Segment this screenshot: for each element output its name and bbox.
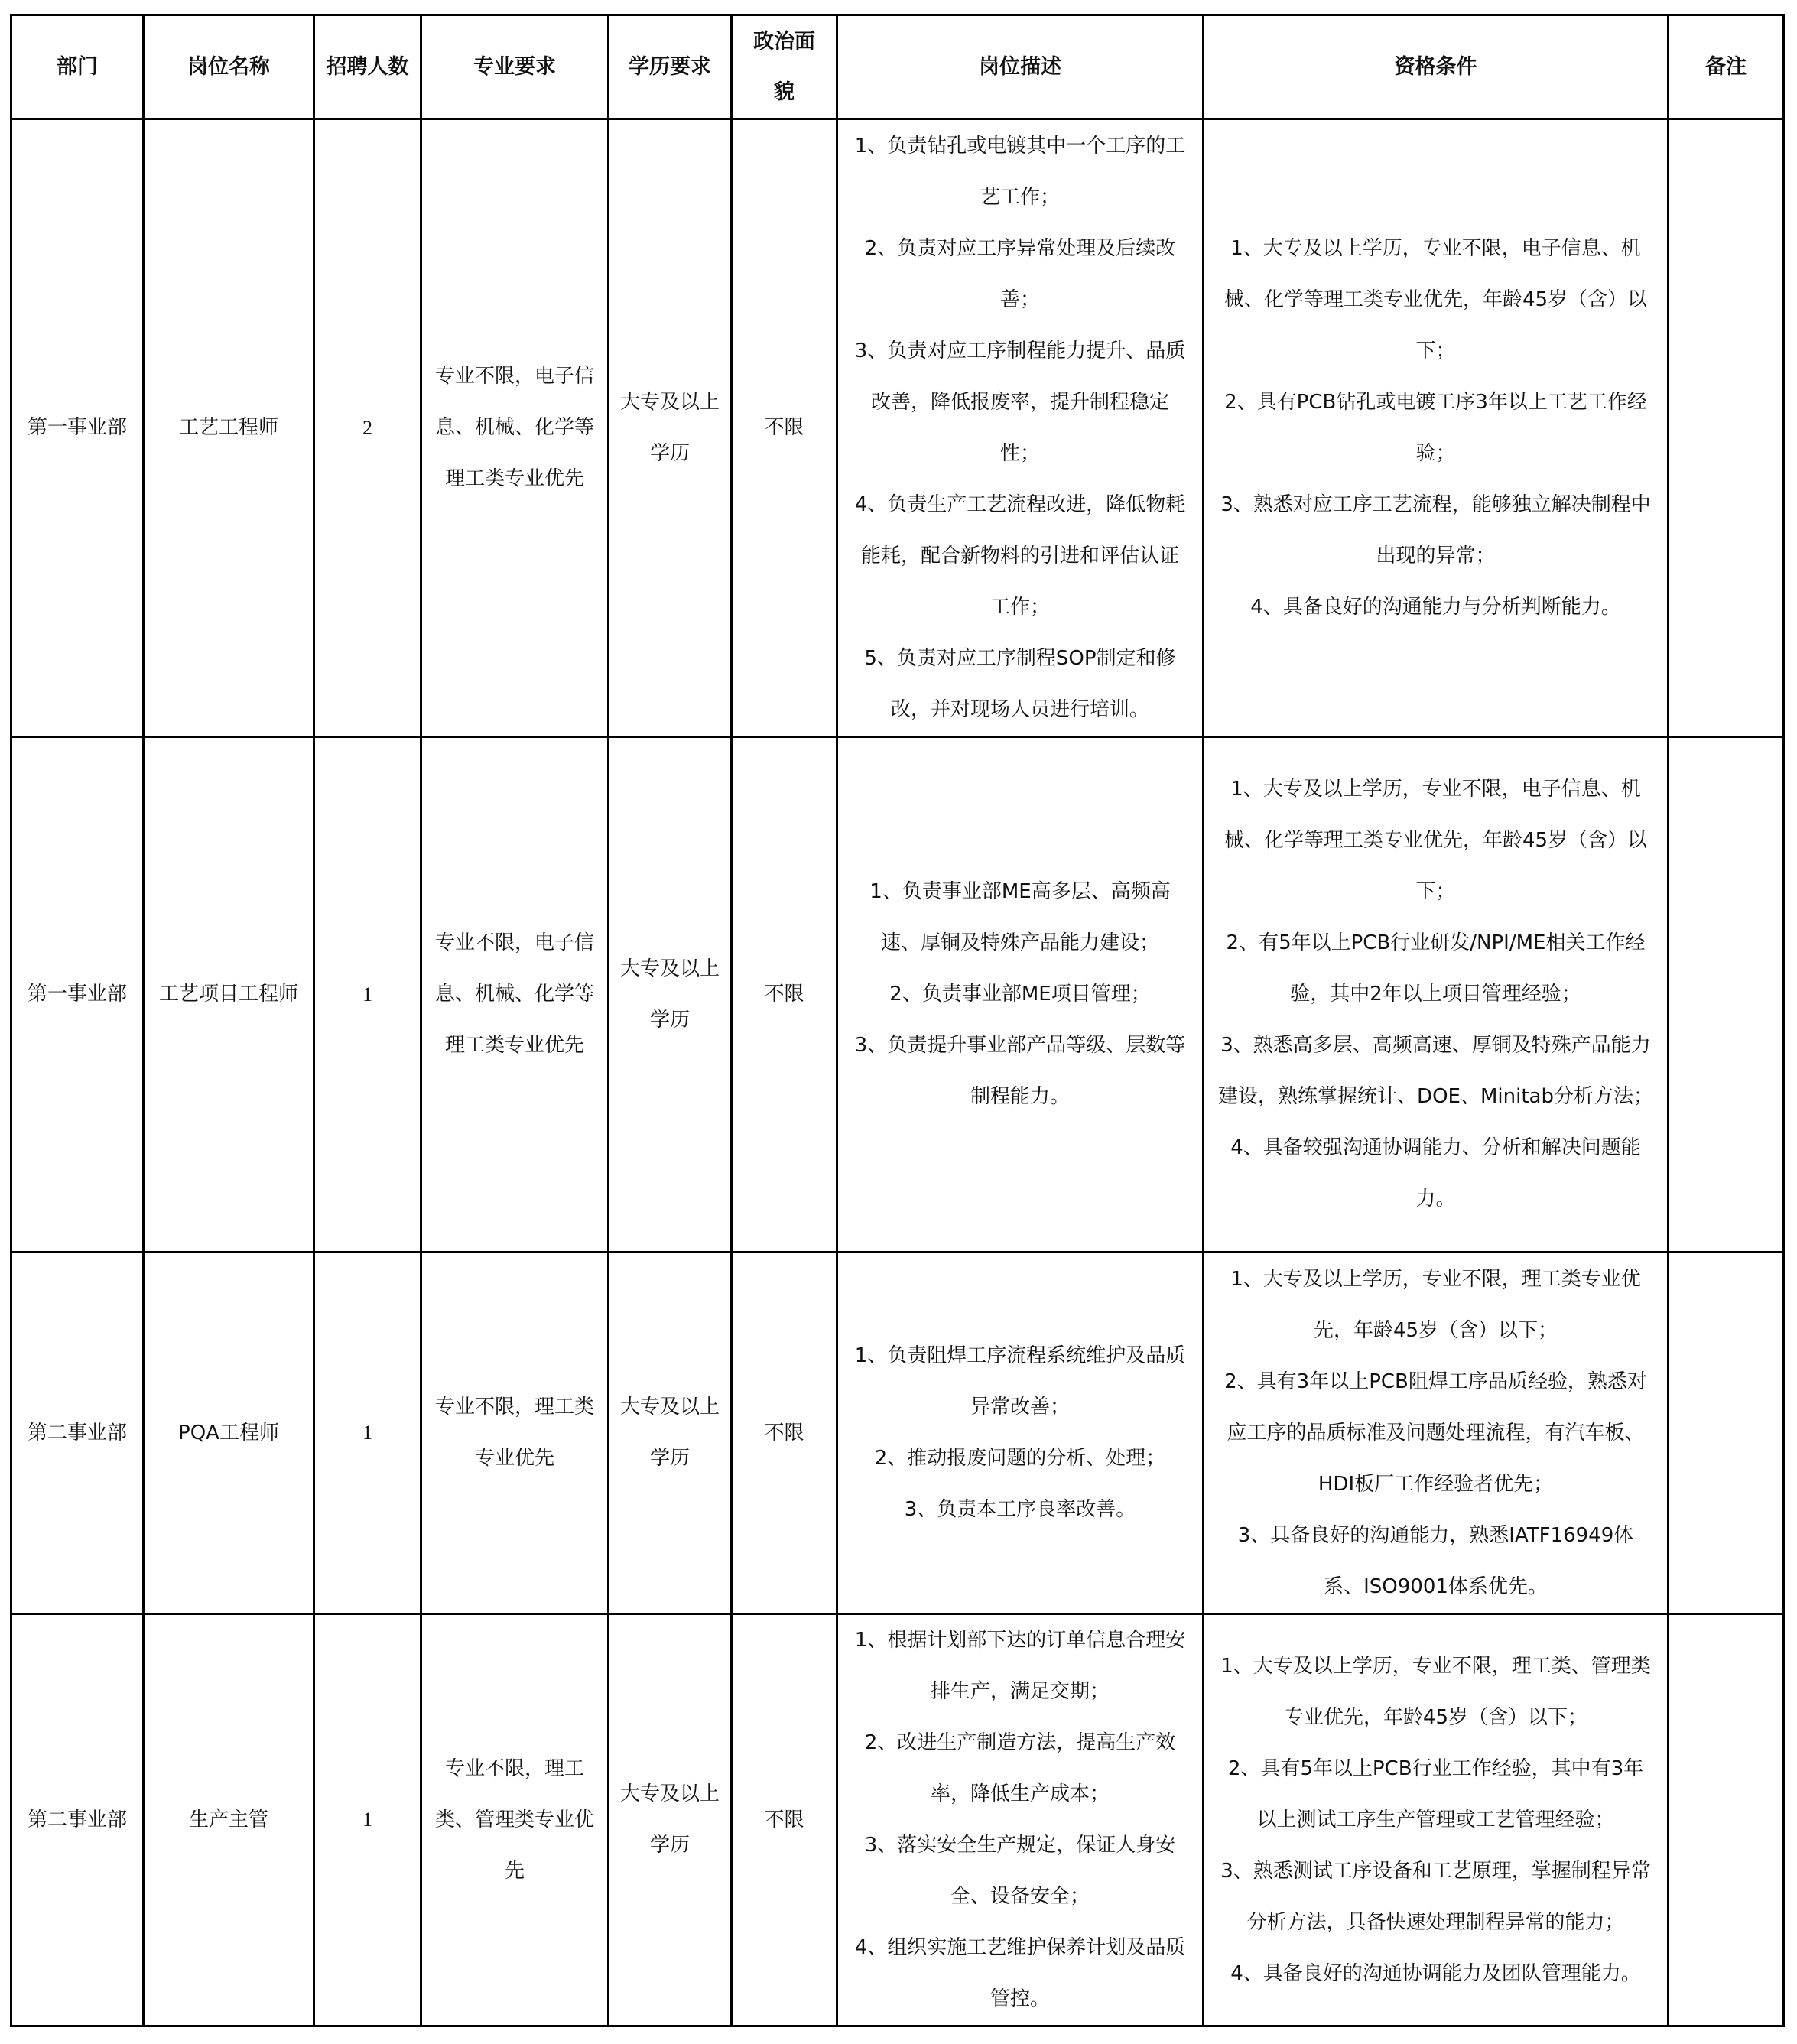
- cell-remarks: [1669, 119, 1784, 737]
- job-openings-table: [10, 14, 1785, 2027]
- cell-remarks: [1669, 1253, 1784, 1614]
- cell-qualifications: [1204, 119, 1669, 737]
- cell-description: [837, 1614, 1204, 2026]
- description-item: 3、负责对应工序制程能力提升、品质改善，降低报废率，提升制程稳定性；: [854, 339, 1186, 465]
- cell-position: PQA工程师: [144, 1253, 314, 1614]
- cell-position: 工艺项目工程师: [144, 737, 314, 1253]
- cell-major: 专业不限，理工类、管理类专业优先: [421, 1614, 609, 2026]
- cell-education: 大专及以上学历: [609, 737, 732, 1253]
- description-item: 1、负责钻孔或电镀其中一个工序的工艺工作；: [854, 134, 1186, 209]
- description-item: 3、落实安全生产规定，保证人身安全、设备安全；: [864, 1834, 1176, 1908]
- qualification-item: 4、具备较强沟通协调能力、分析和解决问题能力。: [1230, 1136, 1641, 1210]
- table-row: [11, 1253, 1784, 1614]
- qualification-item: 2、有5年以上PCB行业研发/NPI/ME相关工作经验，其中2年以上项目管理经验；: [1226, 931, 1646, 1006]
- cell-headcount: [314, 1614, 421, 2026]
- cell-remarks: [1669, 737, 1784, 1253]
- qualification-item: 1、大专及以上学历，专业不限，理工类、管理类专业优先，年龄45岁（含）以下；: [1220, 1654, 1651, 1729]
- cell-headcount: [314, 737, 421, 1253]
- description-item: 1、根据计划部下达的订单信息合理安排生产，满足交期；: [854, 1629, 1186, 1703]
- cell-political-status: 不限: [732, 737, 837, 1253]
- cell-major: 专业不限，理工类专业优先: [421, 1253, 609, 1614]
- description-item: 5、负责对应工序制程SOP制定和修改，并对现场人员进行培训。: [864, 646, 1176, 721]
- header-row: [11, 15, 1784, 119]
- description-item: 3、负责提升事业部产品等级、层数等制程能力。: [854, 1034, 1186, 1108]
- cell-department: 第二事业部: [11, 1253, 144, 1614]
- header-education: 学历要求: [609, 15, 732, 119]
- description-item: 4、组织实施工艺维护保养计划及品质管控。: [854, 1936, 1186, 2010]
- qualification-item: 3、具备良好的沟通能力，熟悉IATF16949体系、ISO9001体系优先。: [1237, 1523, 1634, 1598]
- qualification-item: 2、具有5年以上PCB行业工作经验，其中有3年以上测试工序生产管理或工艺管理经验；: [1227, 1756, 1644, 1831]
- header-major: 专业要求: [421, 15, 609, 119]
- cell-department: 第一事业部: [11, 119, 144, 737]
- headcount-value: 1: [362, 1422, 372, 1444]
- cell-department: 第一事业部: [11, 737, 144, 1253]
- table-row: [11, 119, 1784, 737]
- cell-position: 生产主管: [144, 1614, 314, 2026]
- qualification-item: 3、熟悉测试工序设备和工艺原理，掌握制程异常分析方法，具备快速处理制程异常的能力；: [1220, 1859, 1651, 1934]
- qualification-item: 1、大专及以上学历，专业不限，理工类专业优先，年龄45岁（含）以下；: [1230, 1267, 1641, 1342]
- cell-department: 第二事业部: [11, 1614, 144, 2026]
- description-item: 2、推动报废问题的分析、处理；: [874, 1447, 1166, 1470]
- cell-qualifications: [1204, 1253, 1669, 1614]
- header-description: 岗位描述: [837, 15, 1204, 119]
- description-item: 1、负责阻焊工序流程系统维护及品质异常改善；: [854, 1344, 1186, 1418]
- header-headcount: 招聘人数: [314, 15, 421, 119]
- cell-education: 大专及以上学历: [609, 119, 732, 737]
- qualification-item: 2、具有PCB钻孔或电镀工序3年以上工艺工作经验；: [1224, 390, 1647, 465]
- qualification-item: 4、具备良好的沟通能力与分析判断能力。: [1250, 595, 1621, 619]
- description-item: 2、负责对应工序异常处理及后续改善；: [864, 236, 1176, 311]
- qualification-item: 1、大专及以上学历，专业不限，电子信息、机械、化学等理工类专业优先，年龄45岁（含）以下；: [1223, 778, 1648, 903]
- description-item: 2、改进生产制造方法，提高生产效率，降低生产成本；: [864, 1731, 1176, 1805]
- cell-headcount: [314, 119, 421, 737]
- headcount-value: 2: [362, 416, 372, 439]
- description-item: 1、负责事业部ME高多层、高频高速、厚铜及特殊产品能力建设；: [869, 880, 1171, 954]
- headcount-value: 1: [362, 1808, 372, 1831]
- cell-position: 工艺工程师: [144, 119, 314, 737]
- qualification-item: 4、具备良好的沟通协调能力及团队管理能力。: [1230, 1961, 1641, 1985]
- header-remarks: 备注: [1669, 15, 1784, 119]
- description-item: 3、负责本工序良率改善。: [904, 1498, 1136, 1521]
- description-item: 4、负责生产工艺流程改进，降低物耗能耗，配合新物料的引进和评估认证工作；: [854, 492, 1186, 619]
- qualification-item: 2、具有3年以上PCB阻焊工序品质经验，熟悉对应工序的品质标准及问题处理流程，有汽车板、HDI板厂工作经验者优先；: [1224, 1370, 1647, 1496]
- cell-description: [837, 1253, 1204, 1614]
- cell-qualifications: [1204, 737, 1669, 1253]
- cell-description: [837, 119, 1204, 737]
- header-department: 部门: [11, 15, 144, 119]
- cell-political-status: 不限: [732, 119, 837, 737]
- cell-education: 大专及以上学历: [609, 1253, 732, 1614]
- table-row: [11, 737, 1784, 1253]
- cell-political-status: 不限: [732, 1614, 837, 2026]
- cell-major: 专业不限，电子信息、机械、化学等理工类专业优先: [421, 737, 609, 1253]
- headcount-value: 1: [362, 983, 372, 1006]
- header-political-status: 政治面貌: [732, 15, 837, 119]
- cell-education: 大专及以上学历: [609, 1614, 732, 2026]
- table-row: [11, 1614, 1784, 2026]
- cell-description: [837, 737, 1204, 1253]
- header-qualifications: 资格条件: [1204, 15, 1669, 119]
- header-position: 岗位名称: [144, 15, 314, 119]
- description-item: 2、负责事业部ME项目管理；: [889, 983, 1151, 1006]
- cell-remarks: [1669, 1614, 1784, 2026]
- cell-headcount: [314, 1253, 421, 1614]
- qualification-item: 3、熟悉高多层、高频高速、厚铜及特殊产品能力建设，熟练掌握统计、DOE、Minitab分析方法；: [1218, 1034, 1653, 1108]
- qualification-item: 1、大专及以上学历，专业不限，电子信息、机械、化学等理工类专业优先，年龄45岁（含）以下；: [1223, 236, 1648, 362]
- qualification-item: 3、熟悉对应工序工艺流程，能够独立解决制程中出现的异常；: [1220, 492, 1651, 567]
- cell-major: 专业不限，电子信息、机械、化学等理工类专业优先: [421, 119, 609, 737]
- cell-qualifications: [1204, 1614, 1669, 2026]
- cell-political-status: 不限: [732, 1253, 837, 1614]
